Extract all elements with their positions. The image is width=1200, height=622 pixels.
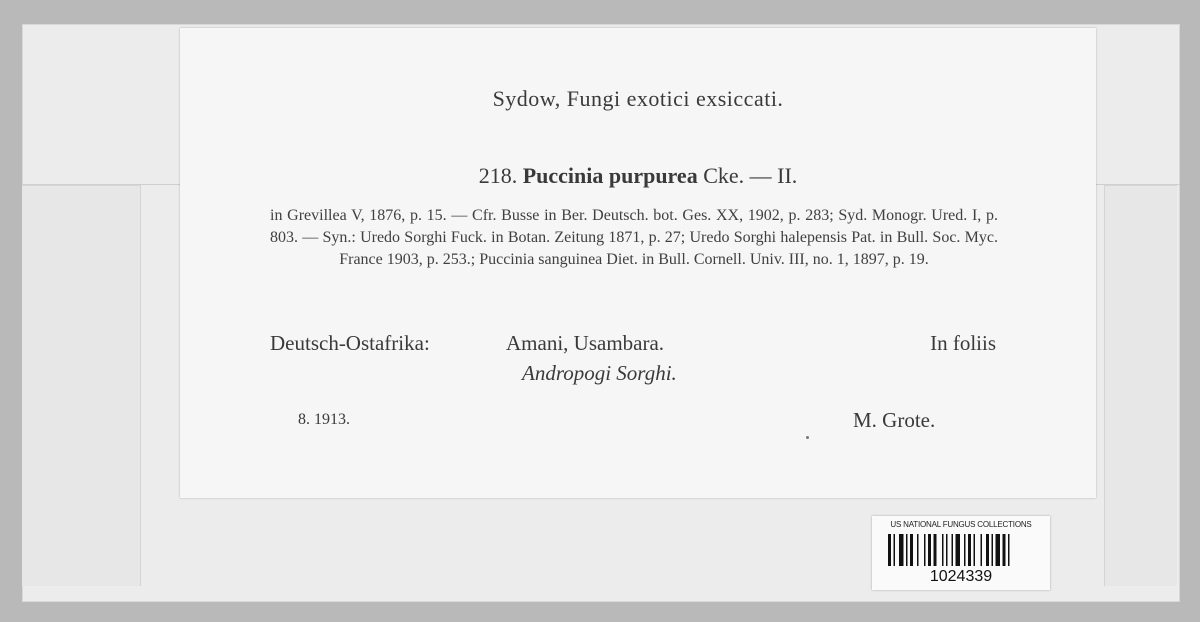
collection-date: 8. 1913. <box>298 411 350 428</box>
barcode-bar <box>899 534 904 566</box>
envelope-right-flap <box>1104 185 1177 586</box>
series-title: Sydow, Fungi exotici exsiccati. <box>492 86 784 111</box>
barcode-bar <box>968 534 971 566</box>
barcode-bar <box>996 534 1001 566</box>
barcode-bar <box>992 534 994 566</box>
barcode-bar <box>986 534 989 566</box>
barcode-bar <box>1008 534 1010 566</box>
barcode-bar <box>906 534 908 566</box>
species-authority: Cke. — II. <box>703 163 798 188</box>
envelope-left-flap <box>22 185 141 586</box>
barcode-bar <box>888 534 891 566</box>
barcode-bar <box>946 534 948 566</box>
collector-name: M. Grote. <box>853 408 936 432</box>
barcode-bar <box>974 534 976 566</box>
species-name: Puccinia purpurea <box>522 163 698 188</box>
ink-speck <box>806 436 809 439</box>
habitat: In foliis <box>930 331 996 355</box>
flap-fold-line <box>22 184 180 185</box>
barcode-card <box>872 516 1050 590</box>
barcode-bar <box>917 534 919 566</box>
barcode-bar <box>924 534 926 566</box>
barcode-bar <box>894 534 896 566</box>
barcode-bar <box>1003 534 1006 566</box>
flap-fold-line <box>1096 184 1180 185</box>
specimen-label <box>180 28 1096 498</box>
citation-text: in Grevillea V, 1876, p. 15. — Cfr. Busse in Ber. Deutsch. bot. Ges. XX, 1902, p. 283; Syd. Monogr. Ured. I, p. 803. — Syn.: Uredo Sorghi Fuck. in Botan. Zeitung 1871, p. 27; Uredo Sorghi halepensis Pat. in Bull. Soc. Myc. France 1903, p. 253.; Puccinia sanguinea Diet. in Bull. Cornell. Univ. III, no. 1, 1897, p. 19. <box>270 207 998 268</box>
species-line <box>180 163 1096 189</box>
exsiccata-number: 218. <box>478 163 518 188</box>
barcode-bar <box>942 534 944 566</box>
barcode-bar <box>981 534 983 566</box>
barcode-graphic <box>888 534 1034 566</box>
barcode-bar <box>934 534 937 566</box>
locality: Amani, Usambara. <box>506 331 665 355</box>
barcode-bar <box>964 534 966 566</box>
barcode-bar <box>910 534 913 566</box>
collection-name: US NATIONAL FUNGUS COLLECTIONS <box>890 520 1032 529</box>
catalog-number: 1024339 <box>929 568 993 585</box>
region: Deutsch-Ostafrika: <box>270 331 430 355</box>
host-plant: Andropogi Sorghi. <box>522 361 677 385</box>
barcode-bar <box>952 534 954 566</box>
barcode-bar <box>928 534 931 566</box>
barcode-bar <box>956 534 961 566</box>
